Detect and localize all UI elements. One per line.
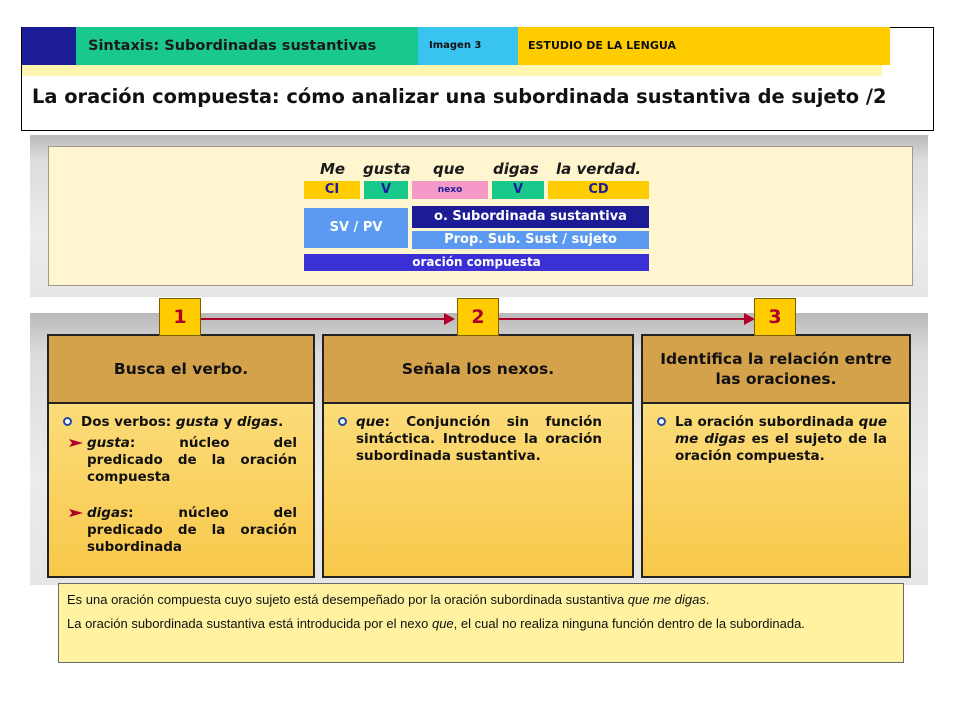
diagram-word-gusta: gusta (363, 160, 411, 178)
summary-paragraph-1: Es una oración compuesta cuyo sujeto está desempeñado por la oración subordinada sustantiva que me digas. (67, 592, 710, 607)
tag-verb-main: V (364, 181, 408, 199)
arrowhead-icon (444, 313, 455, 325)
tag-cd: CD (548, 181, 649, 199)
step-column-2 (322, 334, 634, 578)
subordinate-bar: o. Subordinada sustantiva (412, 206, 649, 228)
step-1-body (61, 414, 297, 556)
compound-sentence-bar: oración compuesta (304, 254, 649, 271)
step-number-1: 1 (159, 298, 201, 336)
step-1-title: Busca el verbo. (49, 336, 313, 404)
list-item: La oración subordinada que me digas es el sujeto de la oración compuesta. (655, 414, 887, 465)
header-navy-block (22, 27, 76, 65)
step-2-body (336, 414, 602, 465)
pointer-arrow-icon (69, 439, 83, 447)
subject-label: ESTUDIO DE LA LENGUA (518, 27, 890, 65)
step-column-1 (47, 334, 315, 578)
bullet-ring-icon (63, 417, 72, 426)
section-label: Sintaxis: Subordinadas sustantivas (76, 27, 418, 65)
diagram-word-que: que (433, 160, 465, 178)
step-2-title: Señala los nexos. (324, 336, 632, 404)
step-number-2: 2 (457, 298, 499, 336)
step-arrow-1-2 (199, 318, 447, 320)
step-3-body (655, 414, 887, 465)
step-3-title: Identifica la relación entre las oraciones. (643, 336, 909, 404)
pointer-arrow-icon (69, 509, 83, 517)
tag-nexo: nexo (412, 181, 488, 199)
diagram-word-me: Me (320, 160, 346, 178)
tag-ci: CI (304, 181, 360, 199)
summary-box (58, 583, 904, 663)
diagram-word-digas: digas (493, 160, 539, 178)
list-item: Dos verbos: gusta y digas. (61, 414, 297, 431)
step-column-3 (641, 334, 911, 578)
list-item: digas: núcleo del predicado de la oración subordinada (69, 505, 297, 556)
diagram-word-la-verdad: la verdad. (556, 160, 642, 178)
list-item: que: Conjunción sin función sintáctica. Introduce la oración subordinada sustantiva. (336, 414, 602, 465)
image-label: Imagen 3 (418, 27, 518, 65)
sv-pv-box: SV / PV (304, 208, 408, 248)
page-title: La oración compuesta: cómo analizar una subordinada sustantiva de sujeto /2 (32, 85, 887, 108)
prop-sub-bar: Prop. Sub. Sust / sujeto (412, 231, 649, 249)
bullet-ring-icon (338, 417, 347, 426)
tag-verb-sub: V (492, 181, 544, 199)
step-number-3: 3 (754, 298, 796, 336)
bullet-ring-icon (657, 417, 666, 426)
list-item: gusta: núcleo del predicado de la oración compuesta (69, 435, 297, 486)
step-arrow-2-3 (497, 318, 747, 320)
summary-paragraph-2: La oración subordinada sustantiva está introducida por el nexo que, el cual no realiza ninguna función dentro de la subordinada. (67, 616, 805, 631)
